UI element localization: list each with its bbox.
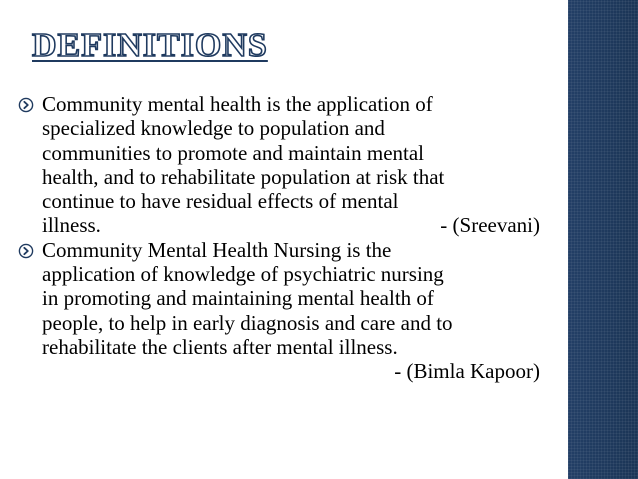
definition-line: continue to have residual effects of mental [42, 189, 399, 214]
definition-line: illness. [42, 213, 101, 238]
definitions-list [18, 92, 544, 384]
attribution-bimla-kapoor: - (Bimla Kapoor) [394, 359, 540, 384]
decorative-side-bar [568, 0, 638, 479]
definition-item-sreevani [18, 92, 544, 238]
definition-line: communities to promote and maintain mental [42, 140, 424, 165]
definition-line: Community mental health is the application of [42, 92, 433, 116]
definition-line: application of knowledge of psychiatric nursing [42, 262, 444, 287]
slide-title: DEFINITIONS [32, 27, 268, 64]
title-area [32, 26, 268, 70]
definition-line: Community Mental Health Nursing is the [42, 237, 392, 262]
definition-line: people, to help in early diagnosis and care and to [42, 310, 453, 335]
definition-line: rehabilitate the clients after mental illness. [42, 334, 398, 359]
definition-line: specialized knowledge to population and [42, 116, 385, 141]
definition-line: health, and to rehabilitate population at risk that [42, 164, 445, 189]
circled-arrow-icon [18, 97, 34, 113]
circled-arrow-icon [18, 243, 34, 259]
attribution-sreevani: - (Sreevani) [440, 213, 540, 238]
definition-last-line [42, 213, 544, 237]
definition-item-bimla-kapoor [18, 238, 544, 384]
definition-line: in promoting and maintaining mental health of [42, 286, 434, 311]
